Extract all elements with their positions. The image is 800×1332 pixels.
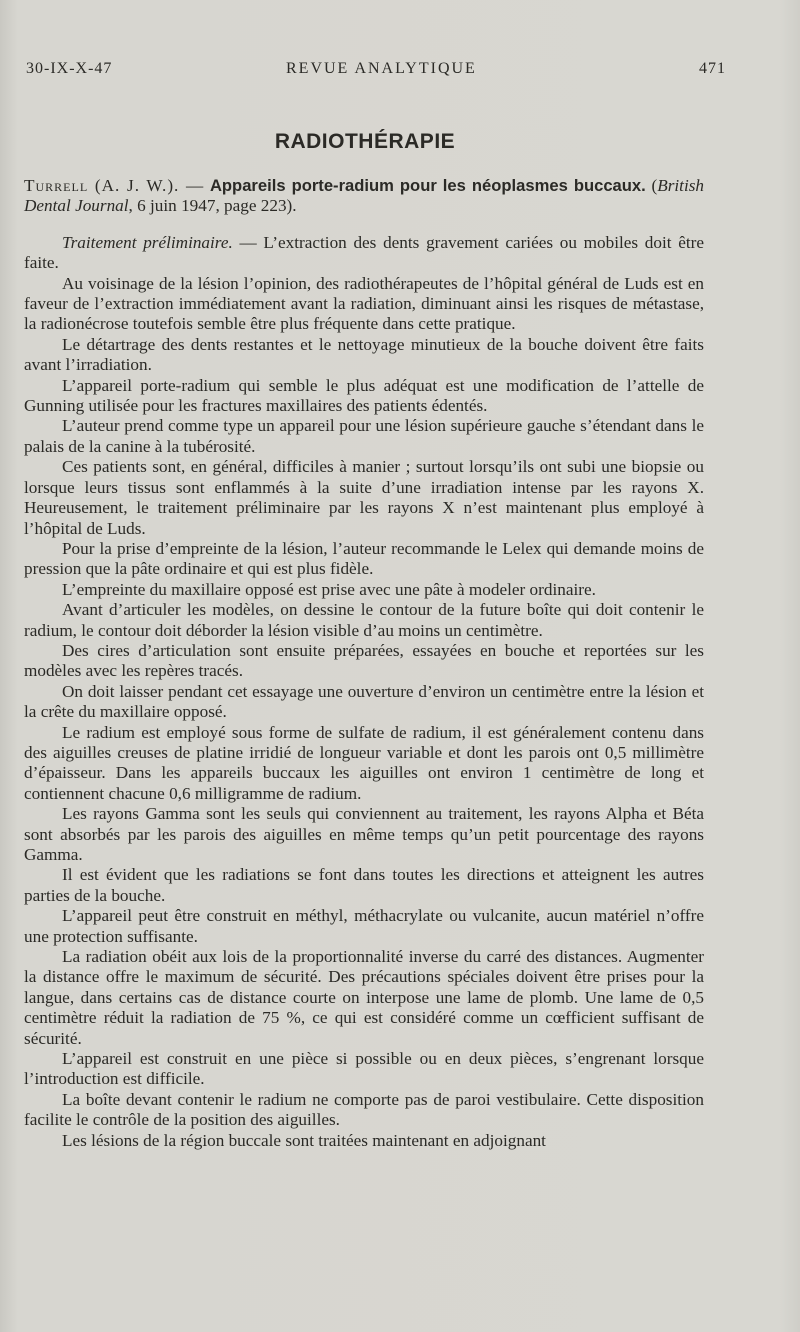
citation-details: , 6 juin 1947, page 223). — [128, 196, 297, 216]
paragraph-18: La boîte devant contenir le radium ne comporte pas de paroi vestibulaire. Cette disposition facilite le contrôle de la position des aiguilles. — [24, 1089, 704, 1130]
paragraph-10: Des cires d’articulation sont ensuite préparées, essayées en bouche et reportées sur les modèles avec les repères tracés. — [24, 640, 704, 681]
header-journal: REVUE ANALYTIQUE — [286, 60, 477, 77]
reference-title: Appareils porte-radium pour les néoplasmes buccaux. — [209, 176, 646, 195]
paragraph-9: Avant d’articuler les modèles, on dessine le contour de la future boîte qui doit contenir le radium, le contour doit déborder la lésion visible d’au moins un centimètre. — [24, 600, 704, 640]
paragraph-14: Il est évident que les radiations se font dans toutes les directions et atteignent les autres parties de la bouche. — [24, 865, 704, 905]
paragraph-17: L’appareil est construit en une pièce si possible ou en deux pièces, s’engrenant lorsque l’introduction est difficile. — [24, 1049, 704, 1089]
paragraph-15: L’appareil peut être construit en méthyl, méthacrylate ou vulcanite, aucun matériel n’offre une protection suffisante. — [24, 906, 704, 946]
paragraph-text: — L’extraction des dents gravement cariées ou mobiles doit être faite. — [24, 232, 704, 273]
paragraph-5: L’auteur prend comme type un appareil pour une lésion supérieure gauche s’étendant dans le palais de la canine à la tubérosité. — [24, 416, 704, 456]
article-body — [24, 176, 704, 1151]
reference-citation — [24, 176, 704, 217]
header-code: 30-IX-X-47 — [26, 60, 113, 77]
page-number: 471 — [699, 60, 726, 77]
paragraph-7: Pour la prise d’empreinte de la lésion, l’auteur recommande le Lelex qui demande moins de pression que la pâte ordinaire et qui est plus fidèle. — [24, 538, 704, 579]
reference-author: Turrell (A. J. W.). — — [24, 176, 205, 195]
reference-journal: British Dental Journal — [24, 176, 704, 216]
paragraph-11: On doit laisser pendant cet essayage une ouverture d’environ un centimètre entre la lésion et la crête du maxillaire opposé. — [24, 681, 704, 722]
paragraph-6: Ces patients sont, en général, difficiles à manier ; surtout lorsqu’ils ont subi une biopsie ou lorsque leurs tissus sont enflammés à la suite d’une irradiation intense par les rayons X. Heureusement, le traitement préliminaire par les rayons X n’est maintenant plus employé à l’hôpital de Luds. — [24, 457, 704, 538]
paragraph-19: Les lésions de la région buccale sont traitées maintenant en adjoignant — [62, 1130, 546, 1150]
paragraph-16: La radiation obéit aux lois de la proportionnalité inverse du carré des distances. Augmenter la distance offre le maximum de sécurité. Des précautions spéciales doivent être prises pour la langue, dans certains cas de distance courte on interpose une lame de plomb. Une lame de 0,5 centimètre réduit la radiation de 75 %, ce qui est considéré comme un cœfficient suffisant de sécurité. — [24, 947, 704, 1048]
paragraph-1 — [24, 233, 704, 274]
paragraph-8: L’empreinte du maxillaire opposé est prise avec une pâte à modeler ordinaire. — [62, 579, 596, 599]
paragraph-4: L’appareil porte-radium qui semble le plus adéquat est une modification de l’attelle de Gunning utilisée pour les fractures maxillaires des patients édentés. — [24, 375, 704, 416]
paragraph-12: Le radium est employé sous forme de sulfate de radium, il est généralement contenu dans des aiguilles creuses de platine irridié de longueur variable et dont les parois ont 0,5 millimètre d’épaisseur. Dans les appareils buccaux les aiguilles ont environ 1 centimètre de long et contiennent chacune 0,6 milligramme de radium. — [24, 722, 704, 803]
section-title: RADIOTHÉRAPIE — [274, 130, 456, 153]
paragraph-2: Au voisinage de la lésion l’opinion, des radiothérapeutes de l’hôpital général de Luds est en faveur de l’extraction immédiatement avant la radiation, diminuant ainsi les risques de métastase, la radionécrose toutefois semble être plus fréquente dans cette pratique. — [24, 273, 704, 334]
paragraph-lead: Traitement préliminaire. — [62, 232, 233, 252]
running-header — [26, 60, 726, 84]
paragraph-13: Les rayons Gamma sont les seuls qui conviennent au traitement, les rayons Alpha et Béta sont absorbés par les parois des aiguilles en même temps qu’un petit pourcentage des rayons Gamma. — [24, 804, 704, 864]
citation-open: ( — [651, 176, 658, 195]
paragraph-3: Le détartrage des dents restantes et le nettoyage minutieux de la bouche doivent être faits avant l’irradiation. — [24, 334, 704, 375]
